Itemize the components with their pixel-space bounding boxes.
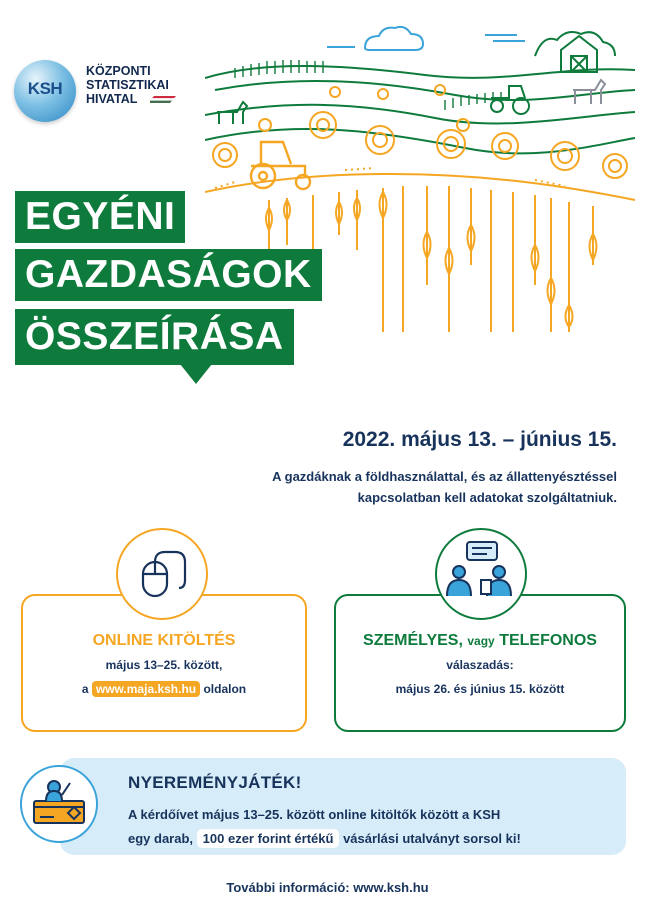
gift-voucher-icon — [22, 767, 96, 841]
prize-line-2 — [128, 827, 598, 851]
logo-line-1: KÖZPONTI — [86, 64, 151, 78]
online-title: ONLINE KITÖLTÉS — [92, 632, 236, 649]
prize-highlight: 100 ezer forint értékű — [197, 829, 340, 848]
intro-line-1: A gazdáknak a földhasználattal, és az állattenyésztéssel — [272, 469, 617, 484]
online-url-link[interactable]: www.maja.ksh.hu — [92, 681, 200, 697]
online-prefix: a — [81, 682, 89, 696]
survey-date: 2022. május 13. – június 15. — [342, 428, 617, 451]
prize-line-2-b: vásárlási utalványt sorsol ki! — [343, 831, 521, 846]
title-pointer — [180, 364, 212, 384]
title-line-1: EGYÉNI — [15, 191, 185, 243]
intro-text — [197, 466, 617, 508]
personal-title-b: vagy — [467, 634, 495, 648]
logo-badge-text: KSH — [27, 79, 63, 98]
hungarian-flag-icon — [150, 96, 176, 103]
barn-icon — [535, 32, 615, 72]
gift-icon-circle — [20, 765, 98, 843]
title-line-3: ÖSSZEÍRÁSA — [15, 309, 294, 365]
ksh-logo-badge — [14, 60, 76, 122]
personal-line-2: május 26. és június 15. között — [395, 682, 565, 696]
intro-line-2: kapcsolatban kell adatokat szolgáltatniuk. — [357, 490, 617, 505]
online-suffix: oldalon — [203, 682, 247, 696]
footer-info[interactable]: További információ: www.ksh.hu — [226, 880, 429, 895]
mouse-icon — [118, 530, 206, 618]
logo-line-2: STATISZTIKAI — [86, 78, 169, 92]
personal-line-1: válaszadás: — [446, 658, 514, 672]
prize-line-1: A kérdőívet május 13–25. között online kitöltők között a KSH — [128, 807, 501, 822]
online-url-line — [23, 682, 305, 696]
personal-title-c: TELEFONOS — [499, 632, 597, 649]
logo-line-3: HIVATAL — [86, 92, 138, 106]
cloud-icon — [327, 27, 525, 50]
horse-icon-grey — [573, 80, 605, 104]
people-chat-icon — [437, 530, 525, 618]
title-line-2: GAZDASÁGOK — [15, 249, 322, 301]
personal-title — [336, 632, 624, 650]
prize-text — [128, 803, 598, 851]
prize-title: NYEREMÉNYJÁTÉK! — [128, 773, 302, 792]
people-icon-circle — [435, 528, 527, 620]
mouse-icon-circle — [116, 528, 208, 620]
online-period: május 13–25. között, — [105, 658, 223, 672]
prize-line-2-a: egy darab, — [128, 831, 194, 846]
horse-icon — [217, 102, 247, 124]
personal-title-a: SZEMÉLYES, — [363, 632, 463, 649]
